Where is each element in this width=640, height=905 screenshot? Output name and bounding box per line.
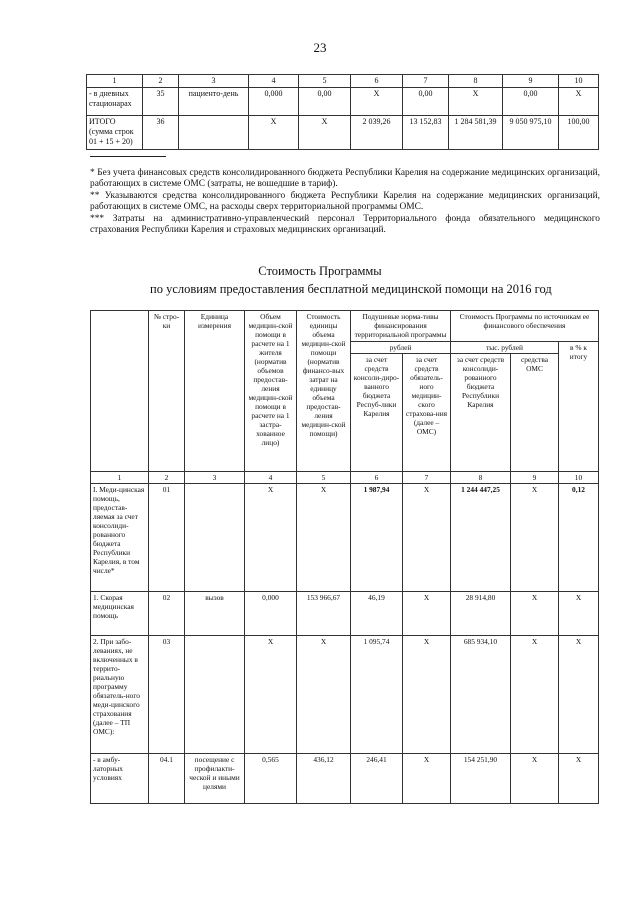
row-number: 01 (149, 484, 185, 592)
row-label: I. Меди-цинская помощь, предостав-ляемая за счет консолиди-рованного бюджета Республики Карелия, в том числе* (91, 484, 149, 592)
value-cell: Х (511, 636, 559, 754)
value-cell: Х (297, 636, 351, 754)
continuation-table (86, 74, 599, 150)
value-cell: Х (559, 88, 599, 116)
row-label: ИТОГО (сумма строк 01 + 15 + 20) (87, 116, 143, 150)
value-cell: Х (297, 484, 351, 592)
header-program-cost: Стоимость Программы по источникам ее финансового обеспечения (451, 311, 599, 342)
value-cell: 436,12 (297, 754, 351, 804)
row-number: 02 (149, 592, 185, 636)
value-cell: Х (403, 484, 451, 592)
value-cell: 0,000 (249, 88, 299, 116)
value-cell: Х (299, 116, 351, 150)
col-num: 10 (559, 472, 599, 484)
col-num: 5 (297, 472, 351, 484)
col-num: 9 (503, 75, 559, 88)
row-label: 2. При забо-леваниях, не включенных в террито-риальную программу обязатель-ного меди-цинского страхования (далее – ТП ОМС): (91, 636, 149, 754)
value-cell: 0,000 (245, 592, 297, 636)
header-per-capita-budget: за счет средств консоли-диро-ванного бюджета Респуб-лики Карелия (351, 354, 403, 472)
col-num: 7 (403, 75, 449, 88)
header-empty (91, 311, 149, 472)
unit-cell (185, 636, 245, 754)
table-row (91, 636, 599, 754)
table-row (91, 592, 599, 636)
column-number-row (87, 75, 599, 88)
header-unit: Единица измерения (185, 311, 245, 472)
unit-cell: вызов (185, 592, 245, 636)
header-percent: в % к итогу (559, 342, 599, 472)
footnote-rule (90, 156, 166, 157)
table-row (91, 754, 599, 804)
row-number: 03 (149, 636, 185, 754)
row-number: 36 (143, 116, 179, 150)
value-cell: Х (245, 636, 297, 754)
col-num: 3 (179, 75, 249, 88)
unit-cell (185, 484, 245, 592)
header-volume: Объем медицин-ской помощи в расчете на 1 жителя (норматив объемов предостав-ления медицин-ской помощи в расчете на 1 застра-хованное лицо) (245, 311, 297, 472)
unit-cell: пациенто-день (179, 88, 249, 116)
header-per-capita: Подушевые норма-тивы финансирования территориальной программы (351, 311, 451, 342)
total-row (87, 116, 599, 150)
value-cell: 46,19 (351, 592, 403, 636)
value-cell: 100,00 (559, 116, 599, 150)
value-cell: Х (511, 484, 559, 592)
row-number: 04.1 (149, 754, 185, 804)
col-num: 4 (249, 75, 299, 88)
col-num: 3 (185, 472, 245, 484)
value-cell: 1 987,94 (351, 484, 403, 592)
value-cell: 153 966,67 (297, 592, 351, 636)
row-label: - в дневных стационарах (87, 88, 143, 116)
value-cell: Х (403, 592, 451, 636)
section-subtitle: по условиям предоставления бесплатной медицинской помощи на 2016 год (150, 282, 552, 296)
table-row (91, 484, 599, 592)
value-cell: Х (511, 754, 559, 804)
section-title: Стоимость Программы (258, 264, 382, 278)
value-cell: Х (245, 484, 297, 592)
value-cell: 2 039,26 (351, 116, 403, 150)
col-num: 4 (245, 472, 297, 484)
col-num: 2 (149, 472, 185, 484)
value-cell: 154 251,90 (451, 754, 511, 804)
table-row (87, 88, 599, 116)
value-cell: 685 934,10 (451, 636, 511, 754)
value-cell: Х (559, 592, 599, 636)
value-cell: Х (249, 116, 299, 150)
value-cell: 0,565 (245, 754, 297, 804)
col-num: 8 (449, 75, 503, 88)
value-cell: 1 095,74 (351, 636, 403, 754)
value-cell: 0,00 (503, 88, 559, 116)
value-cell: 0,00 (403, 88, 449, 116)
col-num: 8 (451, 472, 511, 484)
header-row (91, 311, 599, 342)
value-cell: 1 284 581,39 (449, 116, 503, 150)
col-num: 10 (559, 75, 599, 88)
col-num: 1 (91, 472, 149, 484)
value-cell: Х (403, 754, 451, 804)
header-unit-cost: Стоимость единицы объема медицин-ской помощи (норматив финансо-вых затрат на единицу объема предостав-ления медицин-ской помощи) (297, 311, 351, 472)
unit-cell: посещение с профилакти-ческой и иными целями (185, 754, 245, 804)
header-cost-budget: за счет средств консолиди-рованного бюджета Республики Карелия (451, 354, 511, 472)
header-cost-oms: средства ОМС (511, 354, 559, 472)
row-number: 35 (143, 88, 179, 116)
footnotes (90, 168, 600, 236)
value-cell: Х (559, 636, 599, 754)
value-cell: 28 914,80 (451, 592, 511, 636)
value-cell: 246,41 (351, 754, 403, 804)
footnote: * Без учета финансовых средств консолидированного бюджета Республики Карелия на содержание медицинских организаций, работающих в системе ОМС (затраты, не вошедшие в тариф). (90, 168, 600, 190)
value-cell: Х (511, 592, 559, 636)
page-number: 23 (313, 40, 327, 55)
value-cell: 1 244 447,25 (451, 484, 511, 592)
value-cell: Х (351, 88, 403, 116)
value-cell: Х (559, 754, 599, 804)
col-num: 1 (87, 75, 143, 88)
col-num: 2 (143, 75, 179, 88)
header-thousand-rubles: тыс. рублей (451, 342, 559, 354)
value-cell: 0,12 (559, 484, 599, 592)
row-label: 1. Скорая медицинская помощь (91, 592, 149, 636)
row-label: - в амбу-латорных условиях (91, 754, 149, 804)
value-cell: 0,00 (299, 88, 351, 116)
col-num: 9 (511, 472, 559, 484)
unit-cell (179, 116, 249, 150)
col-num: 6 (351, 75, 403, 88)
value-cell: 9 050 975,10 (503, 116, 559, 150)
value-cell: 13 152,83 (403, 116, 449, 150)
column-number-row (91, 472, 599, 484)
col-num: 5 (299, 75, 351, 88)
value-cell: Х (403, 636, 451, 754)
header-per-capita-oms: за счет средств обязатель-ного медицин-ского страхова-ния (далее – ОМС) (403, 354, 451, 472)
program-cost-table (90, 310, 599, 804)
header-row-number: № стро-ки (149, 311, 185, 472)
col-num: 6 (351, 472, 403, 484)
value-cell: Х (449, 88, 503, 116)
col-num: 7 (403, 472, 451, 484)
footnote: ** Указываются средства консолидированного бюджета Республики Карелия на содержание медицинских организаций, работающих в системе ОМС, на расходы сверх территориальной программы ОМС. (90, 190, 600, 213)
header-rubles: рублей (351, 342, 451, 354)
footnote: *** Затраты на административно-управленческий персонал Территориального фонда обязательного медицинского страхования Республики Карелия и страховых медицинских организаций. (90, 213, 600, 236)
